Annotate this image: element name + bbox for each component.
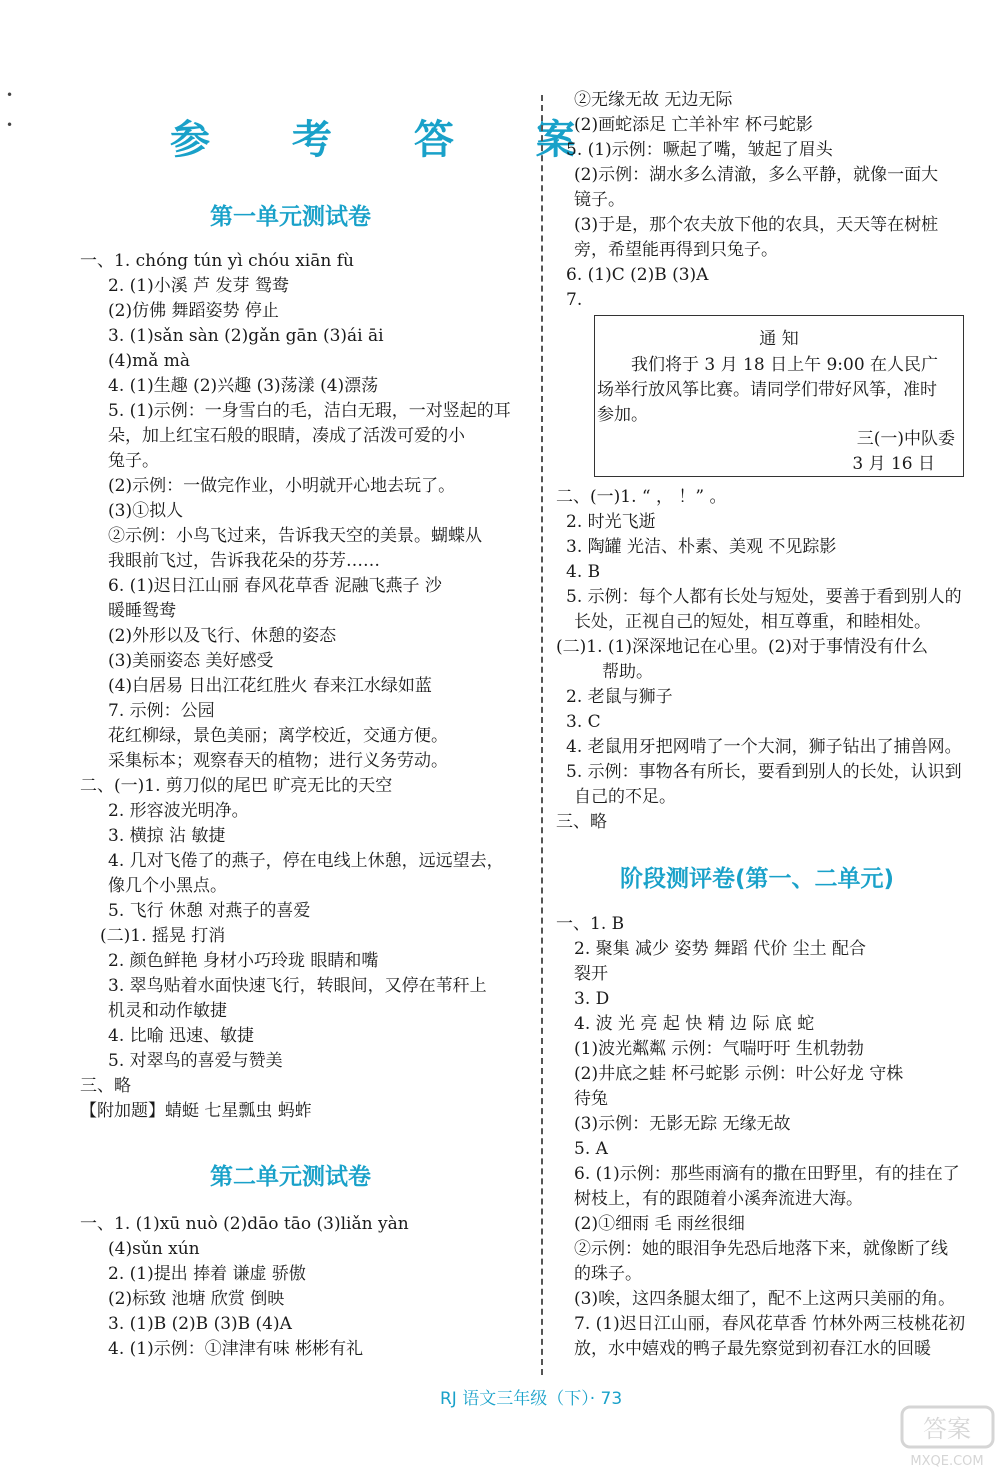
answer-line: 二、(一)1. 剪刀似的尾巴 旷亮无比的天空 [80, 776, 393, 796]
notice-title: 通 知 [759, 329, 799, 349]
answer-line: (3)美丽姿态 美好感受 [108, 651, 274, 671]
answer-line: (二)1. (1)深深地记在心里。(2)对于事情没有什么 [556, 637, 929, 657]
answer-line: 4. B [566, 562, 601, 582]
answer-line: 7. [566, 290, 583, 310]
answer-line: 朵，加上红宝石般的眼睛，凑成了活泼可爱的小 [108, 426, 465, 446]
answer-line: (2)外形以及飞行、休憩的姿态 [108, 626, 337, 646]
answer-line: 3. (1)sǎn sàn (2)gǎn gān (3)ái āi [108, 326, 384, 346]
answer-line: 2. 时光飞逝 [566, 512, 656, 532]
answer-line: 待兔 [574, 1089, 608, 1109]
answer-line: 2. (1)小溪 芦 发芽 鸳鸯 [108, 276, 289, 296]
watermark-logo [900, 1405, 995, 1470]
notice-body: 我们将于 3 月 18 日上午 9:00 在人民广 [631, 355, 939, 375]
page-footer: RJ 语文三年级（下）· 73 [440, 1389, 623, 1409]
answer-line: (4)白居易 日出江花红胜火 春来江水绿如蓝 [108, 676, 432, 696]
answer-line: 花红柳绿，景色美丽；离学校近，交通方便。 [108, 726, 448, 746]
notice-date: 3 月 16 日 [852, 454, 935, 474]
answer-line: 5. (1)示例：一身雪白的毛，洁白无瑕，一对竖起的耳 [108, 401, 511, 421]
answer-line: ②示例：小鸟飞过来，告诉我天空的美景。蝴蝶从 [108, 526, 482, 546]
answer-line: 2. 形容波光明净。 [108, 801, 249, 821]
answer-line: (4)mǎ mà [108, 351, 190, 371]
answer-line: 2. 颜色鲜艳 身材小巧玲珑 眼睛和嘴 [108, 951, 379, 971]
answer-line: 裂开 [574, 964, 608, 984]
answer-line: 3. 陶罐 光洁、朴素、美观 不见踪影 [566, 537, 837, 557]
answer-line: 3. 翠鸟贴着水面快速飞行，转眼间，又停在苇秆上 [108, 976, 487, 996]
answer-line: 3. (1)B (2)B (3)B (4)A [108, 1314, 292, 1334]
answer-line: 2. (1)提出 捧着 谦虚 骄傲 [108, 1264, 306, 1284]
answer-line: 2. 老鼠与狮子 [566, 687, 673, 707]
answer-line: 4. (1)示例：①津津有味 彬彬有礼 [108, 1339, 364, 1359]
answer-line: (2)画蛇添足 亡羊补牢 杯弓蛇影 [574, 115, 813, 135]
answer-line: 4. (1)生趣 (2)兴趣 (3)荡漾 (4)漂荡 [108, 376, 379, 396]
answer-line: 自己的不足。 [574, 787, 676, 807]
margin-mark: • [6, 88, 14, 102]
answer-line: (3)唉，这四条腿太细了，配不上这两只美丽的角。 [574, 1289, 956, 1309]
answer-line: (2)示例：湖水多么清澈，多么平静，就像一面大 [574, 165, 939, 185]
answer-line: 镜子。 [574, 190, 625, 210]
answer-line: (二)1. 摇晃 打消 [100, 926, 226, 946]
answer-line: (4)sǔn xún [108, 1239, 200, 1259]
answer-line: 【附加题】蜻蜓 七星瓢虫 蚂蚱 [80, 1101, 312, 1121]
answer-line: 5. A [574, 1139, 608, 1159]
answer-line: 兔子。 [108, 451, 159, 471]
answer-line: (3)示例：无影无踪 无缘无故 [574, 1114, 791, 1134]
answer-line: 4. 几对飞倦了的燕子，停在电线上休憩，远远望去， [108, 851, 504, 871]
answer-line: 3. 横掠 沾 敏捷 [108, 826, 226, 846]
answer-line: 5. 示例：每个人都有长处与短处，要善于看到别人的 [566, 587, 962, 607]
answer-line: 三、略 [556, 812, 607, 832]
answer-line: 暖睡鸳鸯 [108, 601, 176, 621]
answer-line: (2)①细雨 毛 雨丝很细 [574, 1214, 745, 1234]
answer-line: (3)于是，那个农夫放下他的农具，天天等在树桩 [574, 215, 939, 235]
answer-line: 三、略 [80, 1076, 131, 1096]
notice-body: 场举行放风筝比赛。请同学们带好风筝，准时 [597, 380, 937, 400]
answer-line: 3. D [574, 989, 610, 1009]
answer-line: ②无缘无故 无边无际 [574, 90, 733, 110]
answer-line: 5. 飞行 休憩 对燕子的喜爱 [108, 901, 311, 921]
answer-line: 机灵和动作敏捷 [108, 1001, 227, 1021]
section-title-unit1: 第一单元测试卷 [210, 204, 371, 230]
answer-line: 的珠子。 [574, 1264, 642, 1284]
answer-line: 7. 示例：公园 [108, 701, 215, 721]
answer-line: 6. (1)迟日江山丽 春风花草香 泥融飞燕子 沙 [108, 576, 442, 596]
notice-body: 参加。 [597, 405, 648, 425]
section-title-stage: 阶段测评卷(第一、二单元) [620, 866, 895, 892]
answer-line: 5. 示例：事物各有所长，要看到别人的长处，认识到 [566, 762, 962, 782]
svg-text:答案: 答案 [923, 1415, 971, 1443]
column-divider [541, 95, 543, 1375]
page-title: 参 考 答 案 [170, 117, 610, 163]
answer-line: 像几个小黑点。 [108, 876, 227, 896]
svg-text:MXQE.COM: MXQE.COM [910, 1454, 984, 1469]
answer-line: 放，水中嬉戏的鸭子最先察觉到初春江水的回暖 [574, 1339, 931, 1359]
notice-box [594, 315, 964, 477]
answer-line: 6. (1)示例：那些雨滴有的撒在田野里，有的挂在了 [574, 1164, 960, 1184]
answer-line: 帮助。 [602, 662, 653, 682]
answer-line: (2)仿佛 舞蹈姿势 停止 [108, 301, 279, 321]
answer-line: 一、1. chóng tún yì chóu xiān fù [80, 251, 354, 271]
answer-line: 二、(一)1. “ ， ！” 。 [556, 487, 727, 507]
answer-line: 7. (1)迟日江山丽，春风花草香 竹林外两三枝桃花初 [574, 1314, 966, 1334]
answer-line: 树枝上，有的跟随着小溪奔流进大海。 [574, 1189, 863, 1209]
answer-line: 采集标本；观察春天的植物；进行义务劳动。 [108, 751, 448, 771]
answer-line: (2)示例：一做完作业，小明就开心地去玩了。 [108, 476, 456, 496]
margin-mark: • [6, 118, 14, 132]
notice-signer: 三(一)中队委 [856, 429, 955, 449]
answer-line: 6. (1)C (2)B (3)A [566, 265, 709, 285]
answer-line: 5. (1)示例：噘起了嘴，皱起了眉头 [566, 140, 833, 160]
answer-line: 4. 波 光 亮 起 快 精 边 际 底 蛇 [574, 1014, 815, 1034]
answer-line: 旁，希望能再得到只兔子。 [574, 240, 778, 260]
answer-line: (2)标致 池塘 欣赏 倒映 [108, 1289, 285, 1309]
section-title-unit2: 第二单元测试卷 [210, 1164, 371, 1190]
answer-line: 一、1. B [556, 914, 625, 934]
answer-line: 5. 对翠鸟的喜爱与赞美 [108, 1051, 283, 1071]
answer-line: 一、1. (1)xū nuò (2)dāo tāo (3)liǎn yàn [80, 1214, 409, 1234]
answer-line: (2)井底之蛙 杯弓蛇影 示例：叶公好龙 守株 [574, 1064, 904, 1084]
answer-line: (3)①拟人 [108, 501, 184, 521]
answer-line: 2. 聚集 减少 姿势 舞蹈 代价 尘土 配合 [574, 939, 867, 959]
answer-line: 3. C [566, 712, 601, 732]
answer-line: 我眼前飞过，告诉我花朵的芬芳…… [108, 551, 380, 571]
answer-line: 4. 比喻 迅速、敏捷 [108, 1026, 255, 1046]
answer-line: 4. 老鼠用牙把网啃了一个大洞，狮子钻出了捕兽网。 [566, 737, 962, 757]
answer-line: 长处，正视自己的短处，相互尊重，和睦相处。 [574, 612, 931, 632]
answer-line: (1)波光粼粼 示例：气喘吁吁 生机勃勃 [574, 1039, 864, 1059]
answer-line: ②示例：她的眼泪争先恐后地落下来，就像断了线 [574, 1239, 948, 1259]
